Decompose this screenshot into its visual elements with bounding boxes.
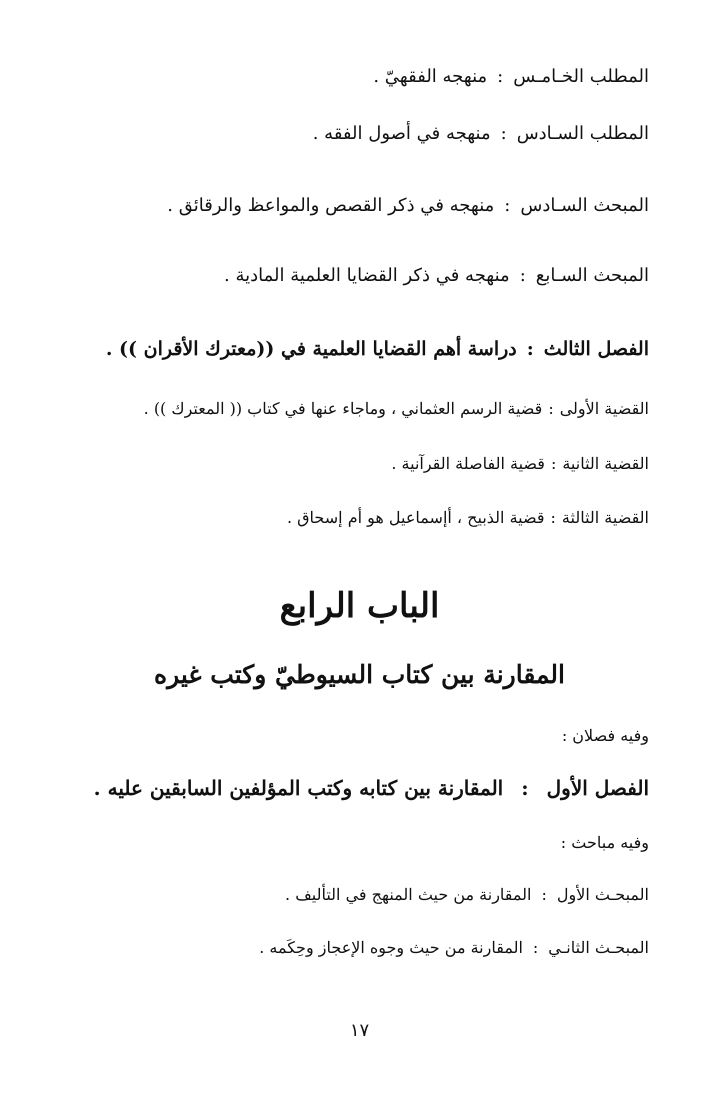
item-text: منهجه في ذكر القصص والمواعظ والرقائق . bbox=[167, 195, 495, 216]
chapter-label: الفصل الثالث bbox=[543, 338, 649, 360]
chapter-title: دراسة أهم القضايا العلمية في ((معترك الأقران )) . bbox=[105, 338, 517, 360]
item-separator: : bbox=[500, 123, 507, 144]
issue-label: القضية الأولى bbox=[559, 399, 649, 418]
item-label: المبحث السـادس bbox=[520, 195, 649, 216]
issue-text: قضية الفاصلة القرآنية . bbox=[391, 454, 545, 473]
item-label: المطلب الخـامـس bbox=[513, 66, 649, 87]
section-separator: : bbox=[541, 885, 547, 904]
issue-separator: : bbox=[550, 508, 556, 527]
item-sixth-mabhath bbox=[167, 195, 649, 216]
issue-separator: : bbox=[548, 399, 554, 418]
item-separator: : bbox=[497, 66, 504, 87]
issue-third bbox=[287, 508, 649, 527]
issue-text: قضية الذبيح ، أإسماعيل هو أم إسحاق . bbox=[286, 508, 545, 527]
issue-label: القضية الثانية bbox=[562, 454, 649, 473]
item-label: المبحث السـابع bbox=[535, 265, 649, 286]
part-four-title: الباب الرابع bbox=[279, 586, 440, 626]
chapter-separator: : bbox=[521, 776, 529, 800]
item-sixth-matlab bbox=[313, 123, 649, 144]
item-separator: : bbox=[519, 265, 526, 286]
sections-intro: وفيه مباحث : bbox=[560, 833, 649, 852]
chapter-separator: : bbox=[526, 338, 534, 360]
chapter-title: المقارنة بين كتابه وكتب المؤلفين السابقين عليه . bbox=[93, 776, 504, 800]
section-label: المبحـث الأول bbox=[556, 885, 649, 904]
issue-text: قضية الرسم العثماني ، وماجاء عنها في كتاب (( المعترك )) . bbox=[143, 399, 543, 418]
part-four-subtitle: المقارنة بين كتاب السيوطيّ وكتب غيره bbox=[154, 660, 565, 689]
chapter-one-heading bbox=[94, 776, 649, 800]
item-text: منهجه الفقهيّ . bbox=[373, 66, 488, 87]
issue-separator: : bbox=[550, 454, 557, 473]
item-fifth-matlab bbox=[373, 66, 649, 87]
issue-first bbox=[144, 399, 649, 418]
chapter-label: الفصل الأول bbox=[546, 776, 649, 800]
item-seventh-mabhath bbox=[224, 265, 649, 286]
chapter-three-heading bbox=[106, 338, 649, 360]
item-separator: : bbox=[504, 195, 511, 216]
item-label: المطلب السـادس bbox=[516, 123, 649, 144]
section-text: المقارنة من حيث وجوه الإعجاز وحِكَمه . bbox=[259, 938, 523, 957]
issue-label: القضية الثالثة bbox=[561, 508, 649, 527]
issue-second bbox=[391, 454, 649, 473]
section-first bbox=[285, 885, 649, 904]
section-text: المقارنة من حيث المنهج في التأليف . bbox=[285, 885, 532, 904]
section-label: المبحـث الثانـي bbox=[548, 938, 649, 957]
section-separator: : bbox=[532, 938, 539, 957]
section-second bbox=[259, 938, 649, 957]
item-text: منهجه في ذكر القضايا العلمية المادية . bbox=[224, 265, 510, 286]
page-number: ١٧ bbox=[349, 1020, 370, 1041]
part-four-intro: وفيه فصلان : bbox=[561, 726, 649, 745]
item-text: منهجه في أصول الفقه . bbox=[312, 123, 491, 144]
